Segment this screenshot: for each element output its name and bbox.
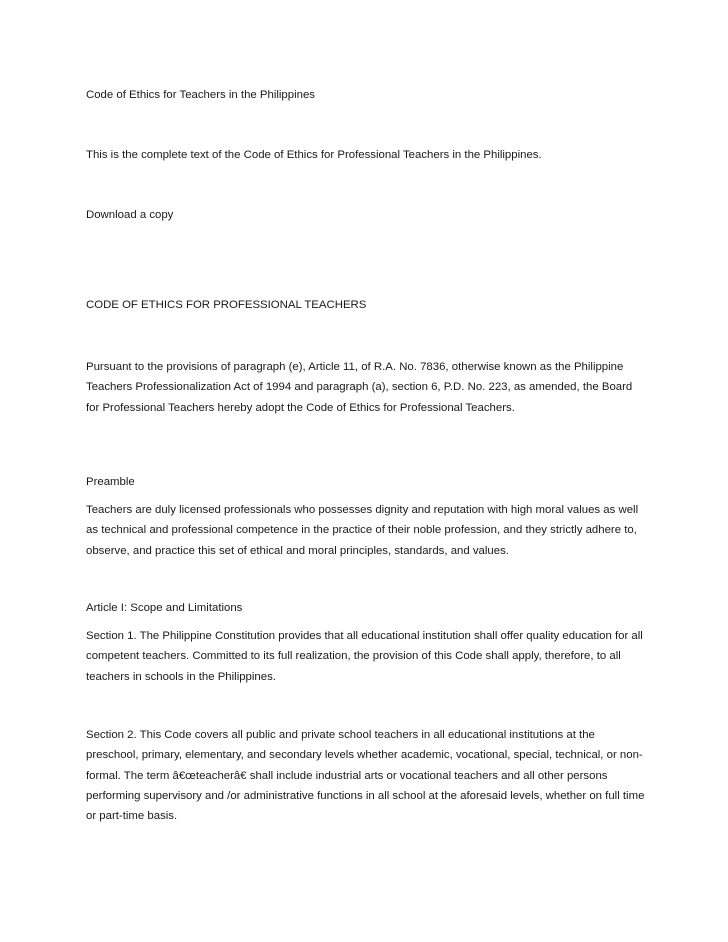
- article1-heading: Article I: Scope and Limitations: [86, 602, 243, 614]
- preamble-text: Teachers are duly licensed professionals who possesses dignity and reputation with high moral values as well as technical and professional competence in the practice of their noble profession, and they strictly adhere to, observe, and practice this set of ethical and moral principles, standards, and values.: [86, 504, 639, 557]
- preamble-heading: Preamble: [86, 476, 135, 488]
- pursuant-paragraph: Pursuant to the provisions of paragraph (e), Article 11, of R.A. No. 7836, otherwise known as the Philippine Teachers Professionalization Act of 1994 and paragraph (a), section 6, P.D. No. 223, as amended, the Board for Professional Teachers hereby adopt the Code of Ethics for Professional Teachers.: [86, 361, 633, 414]
- code-heading: CODE OF ETHICS FOR PROFESSIONAL TEACHERS: [86, 299, 367, 311]
- intro-text: This is the complete text of the Code of Ethics for Professional Teachers in the Philippines.: [86, 149, 542, 161]
- section2-paragraph: Section 2. This Code covers all public and private school teachers in all educational institutions at the preschool, primary, elementary, and secondary levels whether academic, vocational, special, technical, or non-formal. The term â€œteacherâ€ shall include industrial arts or vocational teachers and all other persons performing supervisory and /or administrative functions in all school at the aforesaid levels, whether on full time or part-time basis.: [86, 729, 645, 823]
- download-link[interactable]: Download a copy: [86, 209, 174, 221]
- section1-paragraph: Section 1. The Philippine Constitution provides that all educational institution shall offer quality education for all competent teachers. Committed to its full realization, the provision of this Code shall apply, therefore, to all teachers in schools in the Philippines.: [86, 630, 643, 683]
- document-title: Code of Ethics for Teachers in the Philippines: [86, 89, 315, 101]
